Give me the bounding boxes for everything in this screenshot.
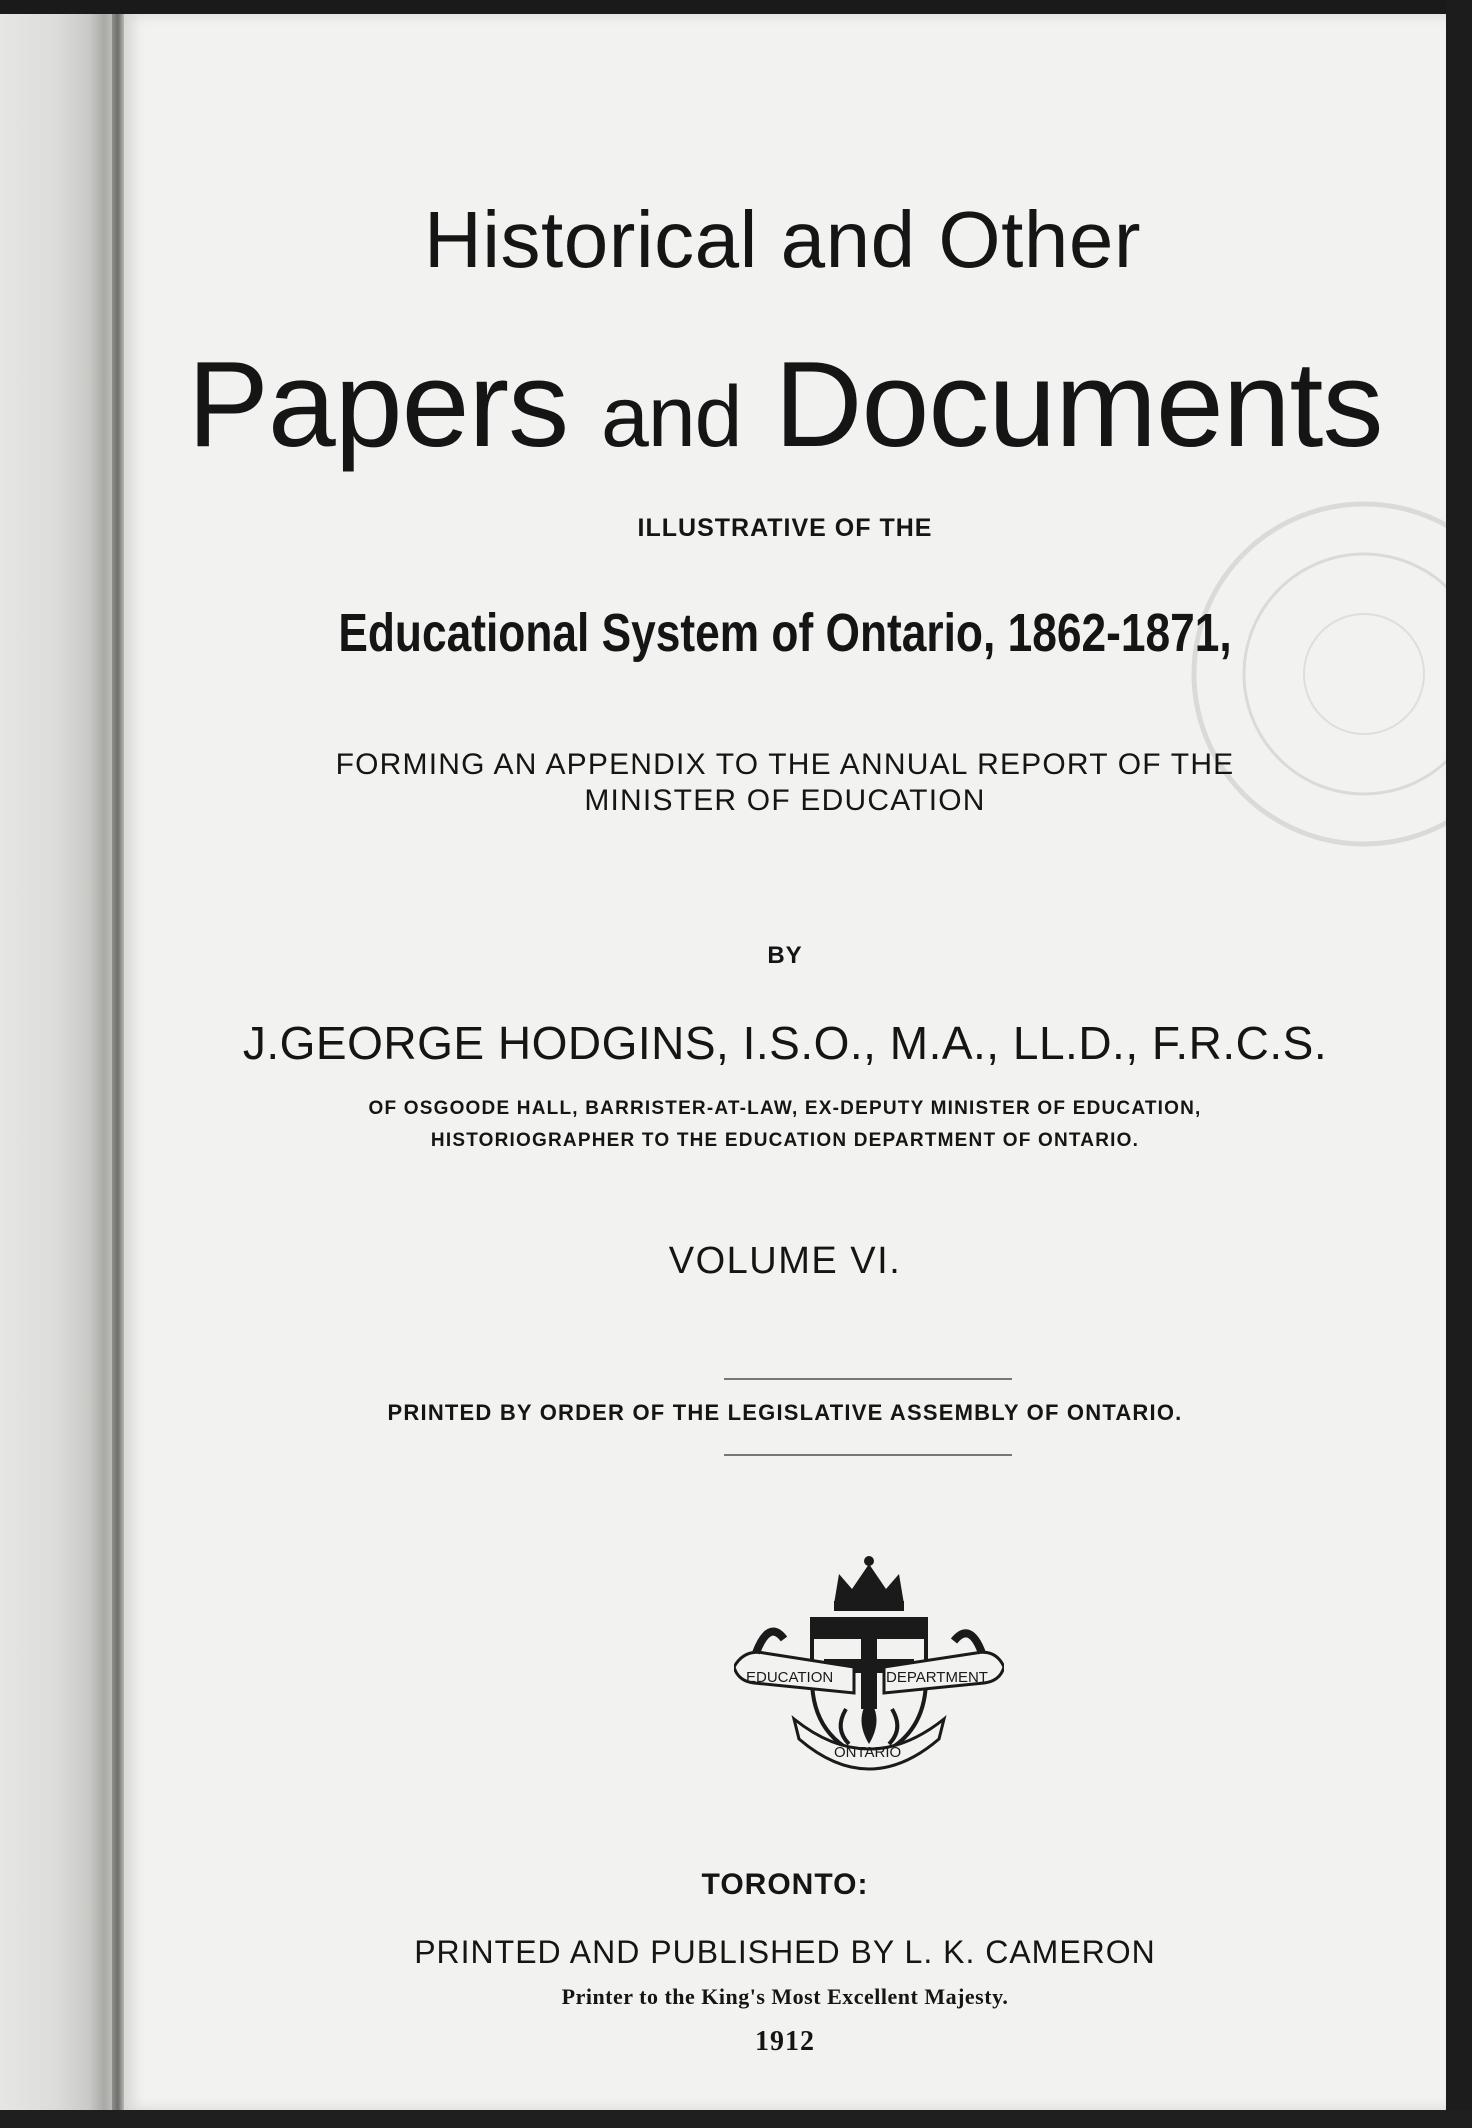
author-description-1: OF OSGOODE HALL, BARRISTER-AT-LAW, EX-DEPUTY MINISTER OF EDUCATION, <box>368 1098 1202 1119</box>
divider-top <box>724 1378 1012 1380</box>
volume-number: VOLUME VI. <box>668 1240 902 1282</box>
imprint-city: TORONTO: <box>701 1868 869 1901</box>
imprint-year: 1912 <box>755 2026 815 2057</box>
by-label: BY <box>767 942 803 969</box>
scan-border-right <box>1446 0 1472 2128</box>
crown-icon <box>834 1556 904 1611</box>
scan-border-top <box>0 0 1472 14</box>
ribbon-left-text: EDUCATION <box>746 1669 834 1686</box>
subject-heading: Educational System of Ontario, 1862-1871, <box>338 603 1232 663</box>
author-description-2: HISTORIOGRAPHER TO THE EDUCATION DEPARTMENT OF ONTARIO. <box>430 1130 1140 1151</box>
illustrative-caption: ILLUSTRATIVE OF THE <box>637 514 933 542</box>
printed-by-order: PRINTED BY ORDER OF THE LEGISLATIVE ASSEMBLY OF ONTARIO. <box>387 1400 1183 1425</box>
ribbon-bottom-text: ONTARIO <box>834 1744 902 1761</box>
title-page <box>124 14 1446 2110</box>
author-name: J.GEORGE HODGINS, I.S.O., M.A., LL.D., F.R.C.S. <box>242 1017 1328 1069</box>
title-word-papers: Papers <box>187 336 569 472</box>
book-gutter <box>112 0 124 2128</box>
education-department-emblem <box>734 1549 1004 1779</box>
ribbon-right-text: DEPARTMENT <box>886 1669 988 1686</box>
title-line-2 <box>124 334 1446 474</box>
left-page-edge <box>0 0 124 2128</box>
appendix-line-2: MINISTER OF EDUCATION <box>584 784 986 817</box>
imprint-printer-title: Printer to the King's Most Excellent Majesty. <box>561 1984 1009 2009</box>
divider-bottom <box>724 1454 1012 1456</box>
scan-border-bottom <box>0 2110 1472 2128</box>
title-word-and: and <box>601 369 742 465</box>
title-line-1: Historical and Other <box>424 195 1141 284</box>
imprint-publisher: PRINTED AND PUBLISHED BY L. K. CAMERON <box>414 1934 1156 1970</box>
title-word-documents: Documents <box>774 336 1383 472</box>
appendix-line-1: FORMING AN APPENDIX TO THE ANNUAL REPORT OF THE <box>335 748 1235 781</box>
